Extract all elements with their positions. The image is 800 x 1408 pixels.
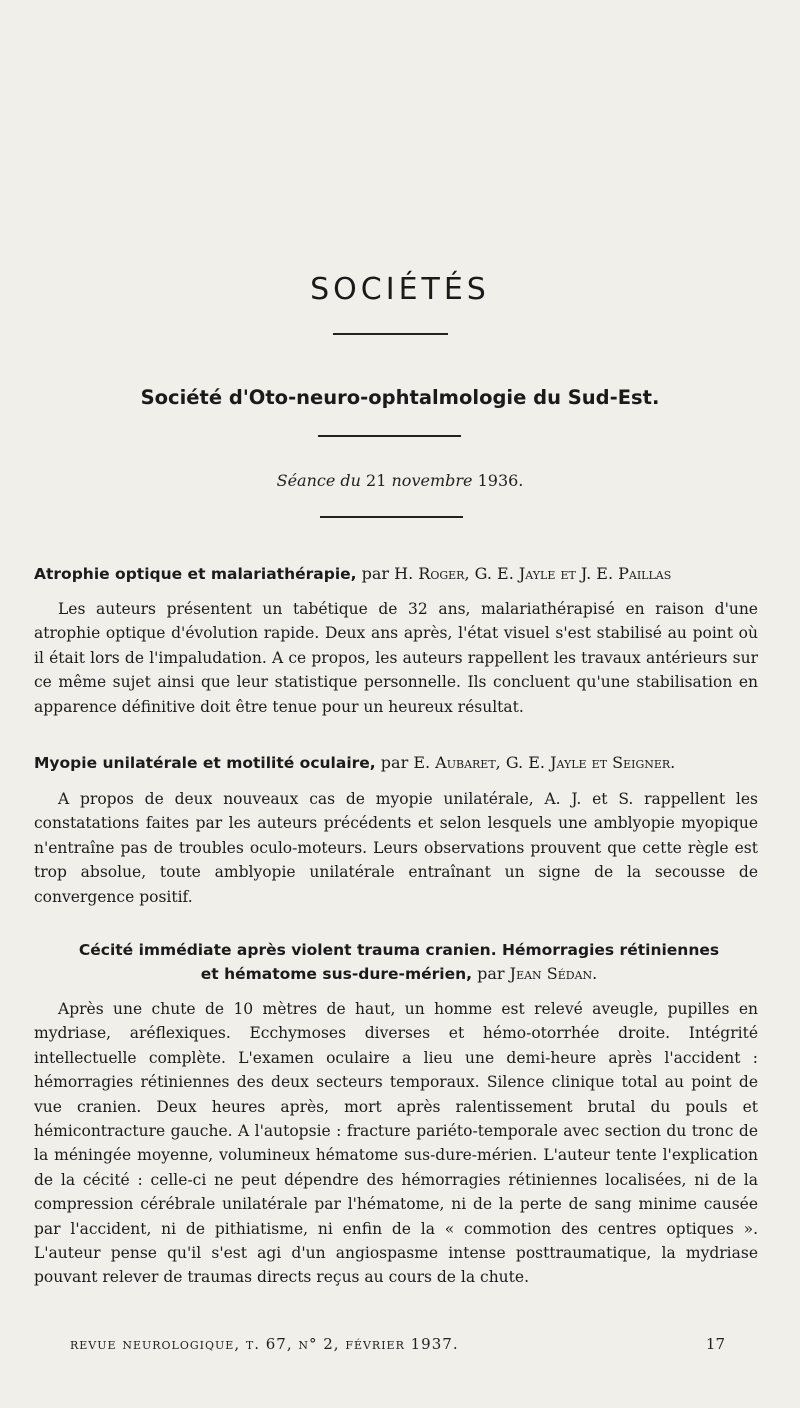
journal-citation: revue neurologique, t. 67, n° 2, février 1937. xyxy=(70,1335,459,1353)
article-1-heading xyxy=(34,562,764,586)
article-3-body: Après une chute de 10 mètres de haut, un homme est relevé aveugle, pupilles en mydriase, aréflexiques. Ecchymoses diverses et hémo-otorrhée droite. Intégrité intellectuelle complète. L'examen oculaire a lieu une demi-heure après l'accident : hémorragies rétiniennes des deux secteurs temporaux. Silence clinique total au point de vue cranien. Deux heures après, mort après ralentissement brutal du pouls et hémicontracture gauche. A l'autopsie : fracture pariéto-temporale avec section du tronc de la méningée moyenne, volumineux hématome sus-dure-mérien. L'auteur tente l'explication de la cécité : celle-ci ne peut dépendre des hémorragies rétiniennes localisées, ni de la compression cérébrale unilatérale par l'hématome, ni de la perte de sang minime causée par l'accident, ni de pithiatisme, ni enfin de la « commotion des centres optiques ». L'auteur pense qu'il s'est agi d'un angiospasme intense posttraumatique, la mydriase pouvant relever de traumas directs reçus au cours de la chute. xyxy=(34,1000,758,1287)
title-divider xyxy=(333,333,448,335)
seance-day: 21 xyxy=(366,471,387,490)
seance-divider xyxy=(320,516,463,518)
article-1-body: Les auteurs présentent un tabétique de 32 ans, malariathérapisé en raison d'une atrophie optique d'évolution rapide. Deux ans après, l'état visuel s'est stabilisé au point où il était lors de l'impaludation. A ce propos, les auteurs rappellent les travaux antérieurs sur ce même sujet ainsi que leur statistique personnelle. Ils concluent qu'une stabilisation en apparence définitive doit être tenue pour un heureux résultat. xyxy=(34,600,758,716)
article-3-title-line-2: et hématome sus-dure-mérien, xyxy=(200,965,473,983)
seance-date xyxy=(0,471,800,490)
page-footer xyxy=(70,1335,725,1353)
society-divider xyxy=(318,435,461,437)
article-2-title: Myopie unilatérale et motilité oculaire, xyxy=(34,754,376,772)
article-2-byline-prefix: par xyxy=(380,753,409,772)
society-name: Société d'Oto-neuro-ophtalmologie du Sud-Est. xyxy=(140,386,660,409)
article-1-title: Atrophie optique et malariathérapie, xyxy=(34,565,357,583)
section-title: SOCIÉTÉS xyxy=(310,272,490,307)
article-2-heading xyxy=(34,751,764,775)
article-3-byline-prefix: par xyxy=(477,964,505,983)
article-1-authors: H. Roger, G. E. Jayle et J. E. Paillas xyxy=(394,564,672,583)
article-3-title-line-1: Cécité immédiate après violent trauma cranien. Hémorragies rétiniennes xyxy=(78,941,720,959)
seance-label: Séance du xyxy=(276,471,361,490)
article-3-authors: Jean Sédan. xyxy=(509,964,598,983)
seance-year: 1936. xyxy=(477,471,524,490)
page-number: 17 xyxy=(705,1335,725,1353)
seance-month: novembre xyxy=(391,471,473,490)
article-1-byline-prefix: par xyxy=(361,564,390,583)
article-2-body: A propos de deux nouveaux cas de myopie unilatérale, A. J. et S. rappellent les constatations faites par les auteurs précédents et selon lesquels une amblyopie myopique n'entraîne pas de troubles oculo-moteurs. Leurs observations prouvent que cette règle est trop absolue, toute amblyopie unilatérale entraînant un signe de la secousse de convergence positif. xyxy=(34,790,758,906)
article-3-heading xyxy=(34,938,764,986)
article-2-authors: E. Aubaret, G. E. Jayle et Seigner. xyxy=(413,753,676,772)
